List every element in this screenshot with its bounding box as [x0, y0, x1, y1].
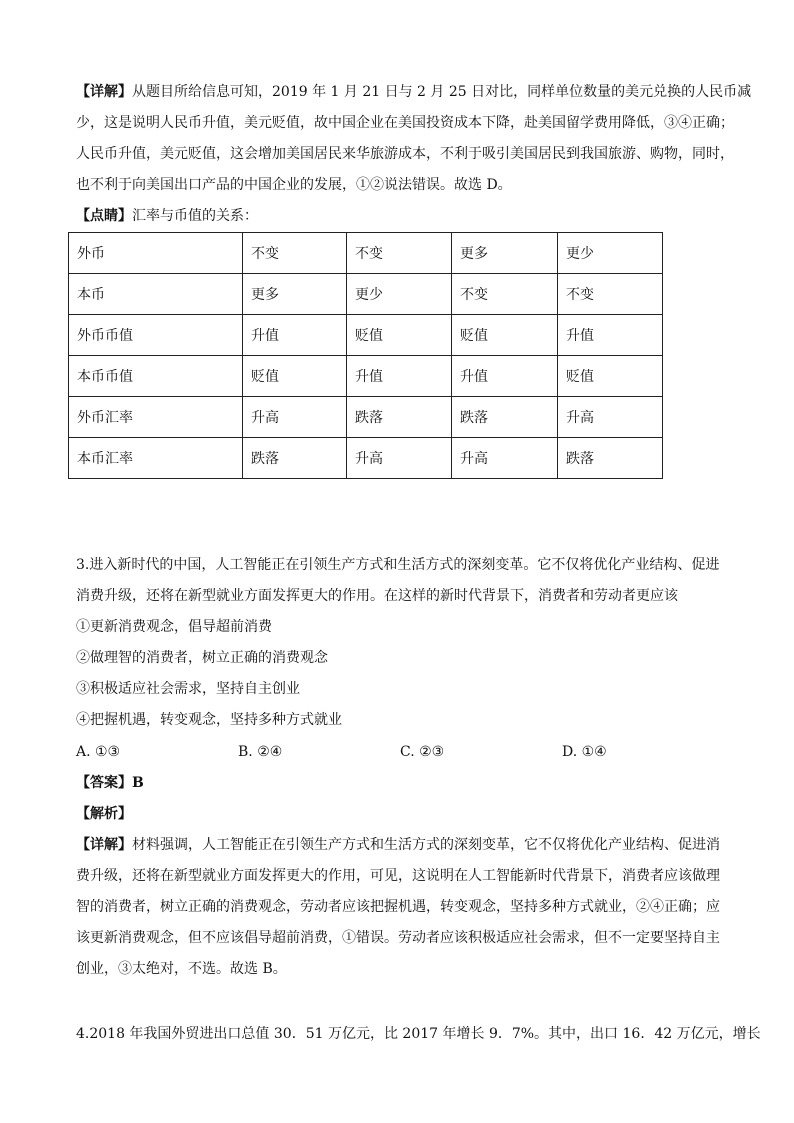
table-cell: 更少	[347, 274, 452, 315]
q3-detail-tag: 【详解】	[76, 837, 132, 853]
table-row-header: 本币币值	[69, 356, 243, 397]
q3-answer: 【答案】B	[76, 775, 144, 791]
q4-stem-line-1: 4.2018 年我国外贸进出口总值 30．51 万亿元，比 2017 年增长 9．7%。其中，出口 16．42 万亿元，增长	[76, 1026, 761, 1042]
q3-detail-line-5: 创业，③太绝对，不选。故选 B。	[76, 961, 287, 977]
detail-line-2: 少，这是说明人民币升值，美元贬值，故中国企业在美国投资成本下降，赴美国留学费用降低，③④正确；	[76, 115, 734, 131]
table-cell: 跌落	[243, 438, 347, 479]
question-3-stem	[76, 550, 722, 736]
table-cell: 升高	[558, 397, 663, 438]
table-cell: 升值	[558, 315, 663, 356]
question-4-stem	[76, 1019, 761, 1050]
table-cell: 贬值	[347, 315, 452, 356]
q3-options	[76, 737, 736, 768]
table-row-header: 外币币值	[69, 315, 243, 356]
q3-stem-line-2: 消费升级，还将在新型就业方面发挥更大的作用。在这样的新时代背景下，消费者和劳动者更应该	[76, 588, 678, 604]
table-cell: 升高	[347, 438, 452, 479]
tip-line	[76, 201, 722, 232]
q3-answer-block	[76, 768, 722, 985]
table-cell: 升高	[452, 438, 558, 479]
table-row	[69, 356, 663, 397]
detail-line-3: 人民币升值，美元贬值，这会增加美国居民来华旅游成本，不利于吸引美国居民到我国旅游、购物，同时，	[76, 146, 734, 162]
table-cell: 更少	[558, 233, 663, 274]
table-cell: 贬值	[558, 356, 663, 397]
table-cell: 跌落	[452, 397, 558, 438]
table-row	[69, 233, 663, 274]
table-row	[69, 438, 663, 479]
table-row	[69, 315, 663, 356]
q3-detail-line-1: 【详解】材料强调，人工智能正在引领生产方式和生活方式的深刻变革，它不仅将优化产业结构、促进消	[76, 837, 720, 853]
table-row-header: 外币汇率	[69, 397, 243, 438]
table-cell: 不变	[243, 233, 347, 274]
option-b: B. ②④	[238, 744, 283, 760]
table-row-header: 本币	[69, 274, 243, 315]
table-cell: 升值	[347, 356, 452, 397]
table-cell: 更多	[452, 233, 558, 274]
table-cell: 跌落	[347, 397, 452, 438]
option-a: A. ①③	[76, 744, 121, 760]
tip-text: 汇率与币值的关系：	[132, 208, 258, 224]
table-cell: 更多	[243, 274, 347, 315]
q3-analysis-heading: 【解析】	[76, 806, 132, 822]
option-c: C. ②③	[400, 744, 445, 760]
table-cell: 贬值	[452, 315, 558, 356]
table-cell: 贬值	[243, 356, 347, 397]
table-row-header: 外币	[69, 233, 243, 274]
q3-detail-line-3: 智的消费者，树立正确的消费观念，劳动者应该把握机遇，转变观念，坚持多种方式就业，②④正确；应	[76, 899, 720, 915]
table-cell: 不变	[452, 274, 558, 315]
tip-tag: 【点睛】	[76, 208, 132, 224]
option-d: D. ①④	[562, 744, 607, 760]
detail-paragraph-1	[76, 77, 752, 201]
table-cell: 不变	[558, 274, 663, 315]
q3-detail-line-2: 费升级，还将在新型就业方面发挥更大的作用，可见，这说明在人工智能新时代背景下，消费者应该做理	[76, 868, 720, 884]
table-cell: 升高	[243, 397, 347, 438]
table-row	[69, 397, 663, 438]
table-cell: 跌落	[558, 438, 663, 479]
q3-item-2: ②做理智的消费者，树立正确的消费观念	[76, 650, 328, 666]
table-cell: 不变	[347, 233, 452, 274]
detail-line-4: 也不利于向美国出口产品的中国企业的发展，①②说法错误。故选 D。	[76, 177, 512, 193]
table-row-header: 本币汇率	[69, 438, 243, 479]
table-cell: 升值	[452, 356, 558, 397]
q3-stem-line-1: 3.进入新时代的中国，人工智能正在引领生产方式和生活方式的深刻变革。它不仅将优化产业结构、促进	[76, 557, 720, 573]
table-row	[69, 274, 663, 315]
q3-detail-line-4: 该更新消费观念，但不应该倡导超前消费，①错误。劳动者应该积极适应社会需求，但不一定要坚持自主	[76, 930, 720, 946]
detail-line-1: 【详解】从题目所给信息可知，2019 年 1 月 21 日与 2 月 25 日对比，同样单位数量的美元兑换的人民币减	[76, 84, 752, 100]
detail-tag: 【详解】	[76, 84, 132, 100]
q3-item-4: ④把握机遇，转变观念，坚持多种方式就业	[76, 712, 342, 728]
table-cell: 升值	[243, 315, 347, 356]
exchange-rate-table	[68, 232, 663, 479]
q3-item-1: ①更新消费观念，倡导超前消费	[76, 619, 272, 635]
q3-item-3: ③积极适应社会需求，坚持自主创业	[76, 681, 300, 697]
